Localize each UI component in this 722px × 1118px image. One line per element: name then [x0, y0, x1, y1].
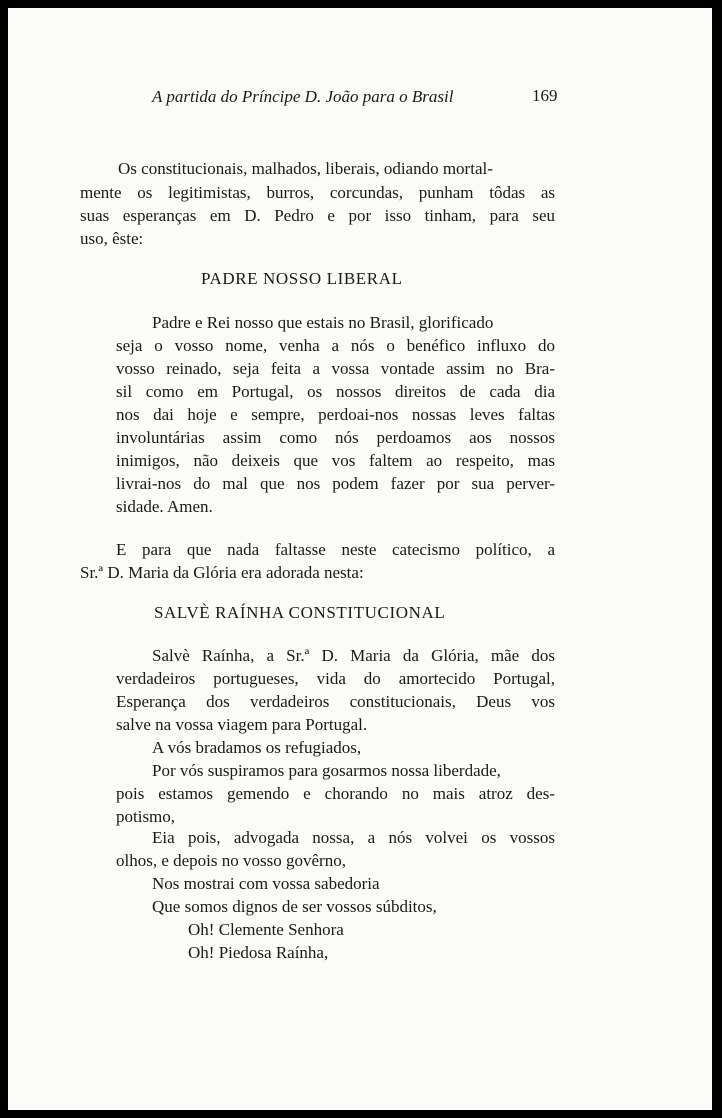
prayer2-line-3: Esperança dos verdadeiros constitucionais, Deus vos: [116, 692, 555, 711]
prayer1-line-6: involuntárias assim como nós perdoamos aos nossos: [116, 428, 555, 447]
prayer1-line-8: livrai-nos do mal que nos podem fazer por sua perver-: [116, 474, 555, 493]
prayer1-line-2: seja o vosso nome, venha a nós o benéfico influxo do: [116, 336, 555, 355]
page-number: 169: [532, 86, 558, 105]
prayer2-line-5: A vós bradamos os refugiados,: [152, 738, 362, 757]
prayer2-line-11: Nos mostrai com vossa sabedoria: [152, 874, 380, 893]
prayer1-line-7: inimigos, não deixeis que vos faltem ao respeito, mas: [116, 451, 555, 470]
prayer2-line-6: Por vós suspiramos para gosarmos nossa liberdade,: [152, 761, 501, 780]
prayer1-heading: PADRE NOSSO LIBERAL: [201, 269, 403, 288]
prayer2-line-7: pois estamos gemendo e chorando no mais atroz des-: [116, 784, 555, 803]
intro-line-2: mente os legitimistas, burros, corcundas, punham tôdas as: [80, 183, 555, 202]
prayer2-line-13: Oh! Clemente Senhora: [188, 920, 344, 939]
prayer2-line-1: Salvè Raínha, a Sr.ª D. Maria da Glória, mãe dos: [152, 646, 555, 665]
prayer2-line-9: Eia pois, advogada nossa, a nós volvei os vossos: [152, 828, 555, 847]
intro-line-4: uso, êste:: [80, 229, 144, 248]
prayer2-line-10: olhos, e depois no vosso govêrno,: [116, 851, 346, 870]
prayer2-line-8: potismo,: [116, 807, 176, 826]
intro-line-3: suas esperanças em D. Pedro e por isso tinham, para seu: [80, 206, 555, 225]
prayer1-line-3: vosso reinado, seja feita a vossa vontade assim no Bra-: [116, 359, 555, 378]
bridge-line-2: Sr.ª D. Maria da Glória era adorada nesta:: [80, 563, 364, 582]
prayer2-line-4: salve na vossa viagem para Portugal.: [116, 715, 368, 734]
book-page: [8, 8, 712, 1110]
prayer1-line-9: sidade. Amen.: [116, 497, 213, 516]
prayer1-line-4: sil como em Portugal, os nossos direitos de cada dia: [116, 382, 555, 401]
prayer2-line-14: Oh! Piedosa Raínha,: [188, 943, 329, 962]
bridge-line-1: E para que nada faltasse neste catecismo político, a: [116, 540, 555, 559]
prayer1-line-5: nos dai hoje e sempre, perdoai-nos nossas leves faltas: [116, 405, 555, 424]
intro-line-1: Os constitucionais, malhados, liberais, odiando mortal-: [118, 159, 493, 178]
prayer2-line-2: verdadeiros portugueses, vida do amortecido Portugal,: [116, 669, 555, 688]
prayer2-line-12: Que somos dignos de ser vossos súbditos,: [152, 897, 437, 916]
running-header-title: A partida do Príncipe D. João para o Brasil: [152, 87, 454, 106]
prayer1-line-1: Padre e Rei nosso que estais no Brasil, glorificado: [152, 313, 494, 332]
prayer2-heading: SALVÈ RAÍNHA CONSTITUCIONAL: [154, 603, 446, 622]
